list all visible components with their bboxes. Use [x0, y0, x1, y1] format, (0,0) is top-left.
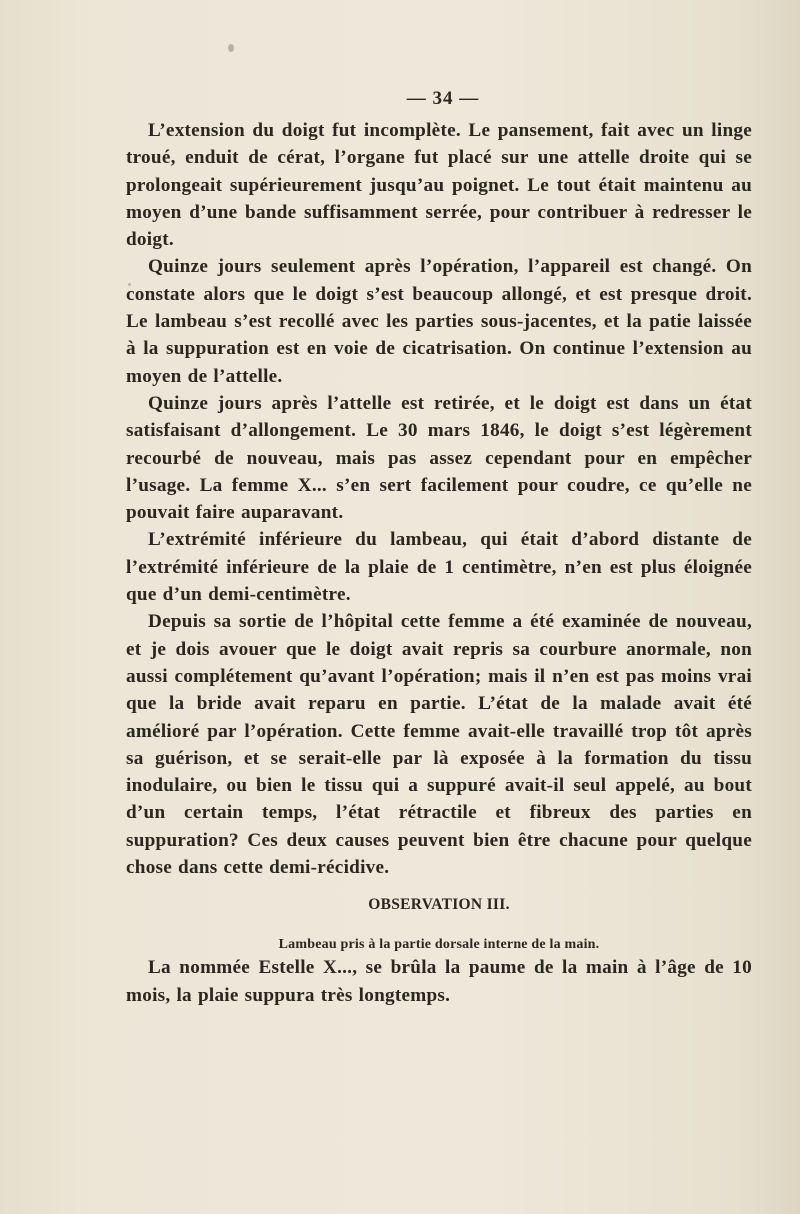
- body-text: [126, 117, 752, 1009]
- paragraph: L’extrémité inférieure du lambeau, qui était d’abord distante de l’extrémité inférieure de la plaie de 1 centimètre, n’en est plus éloignée que d’un demi-centimètre.: [126, 529, 752, 606]
- paragraph: Depuis sa sortie de l’hôpital cette femme a été examinée de nouveau, et je dois avouer que le doigt avait repris sa courbure anormale, non aussi complétement qu’avant l’opération; mais il n’en est pas moins vrai que la bride avait reparu en partie. L’état de la malade avait été amélioré par l’opération. Cette femme avait-elle travaillé trop tôt après sa guérison, et se serait-elle par là exposée à la formation du tissu inodulaire, ou bien le tissu qui a suppuré avait-il seul appelé, au bout d’un certain temps, l’état rétractile et fibreux des parties en suppuration? Ces deux causes peuvent bien être chacune pour quelque chose dans cette demi-récidive.: [126, 611, 752, 879]
- observation-subtitle: Lambeau pris à la partie dorsale interne de la main.: [278, 937, 600, 953]
- paper-speck: [228, 44, 234, 52]
- paragraph: Quinze jours seulement après l’opération, l’appareil est changé. On constate alors que le doigt s’est beaucoup allongé, et est presque droit. Le lambeau s’est recollé avec les parties sous-jacentes, et la patie laissée à la suppuration est en voie de cicatrisation. On continue l’extension au moyen de l’attelle.: [126, 256, 752, 387]
- paragraph: La nommée Estelle X..., se brûla la paume de la main à l’âge de 10 mois, la plaie suppura très longtemps.: [126, 957, 752, 1006]
- paragraph: Quinze jours après l’attelle est retirée, et le doigt est dans un état satisfaisant d’allongement. Le 30 mars 1846, le doigt s’est légèrement recourbé de nouveau, mais pas assez cependant pour en empêcher l’usage. La femme X... s’en sert facilement pour coudre, ce qu’elle ne pouvait faire auparavant.: [126, 392, 752, 524]
- page-number: — 34 —: [406, 88, 480, 109]
- paragraph: L’extension du doigt fut incomplète. Le pansement, fait avec un linge troué, enduit de cérat, l’organe fut placé sur une attelle droite qui se prolongeait supérieurement jusqu’au poignet. Le tout était maintenu au moyen d’une bande suffisamment serrée, pour contribuer à redresser le doigt.: [126, 120, 752, 251]
- observation-heading: OBSERVATION III.: [368, 896, 510, 914]
